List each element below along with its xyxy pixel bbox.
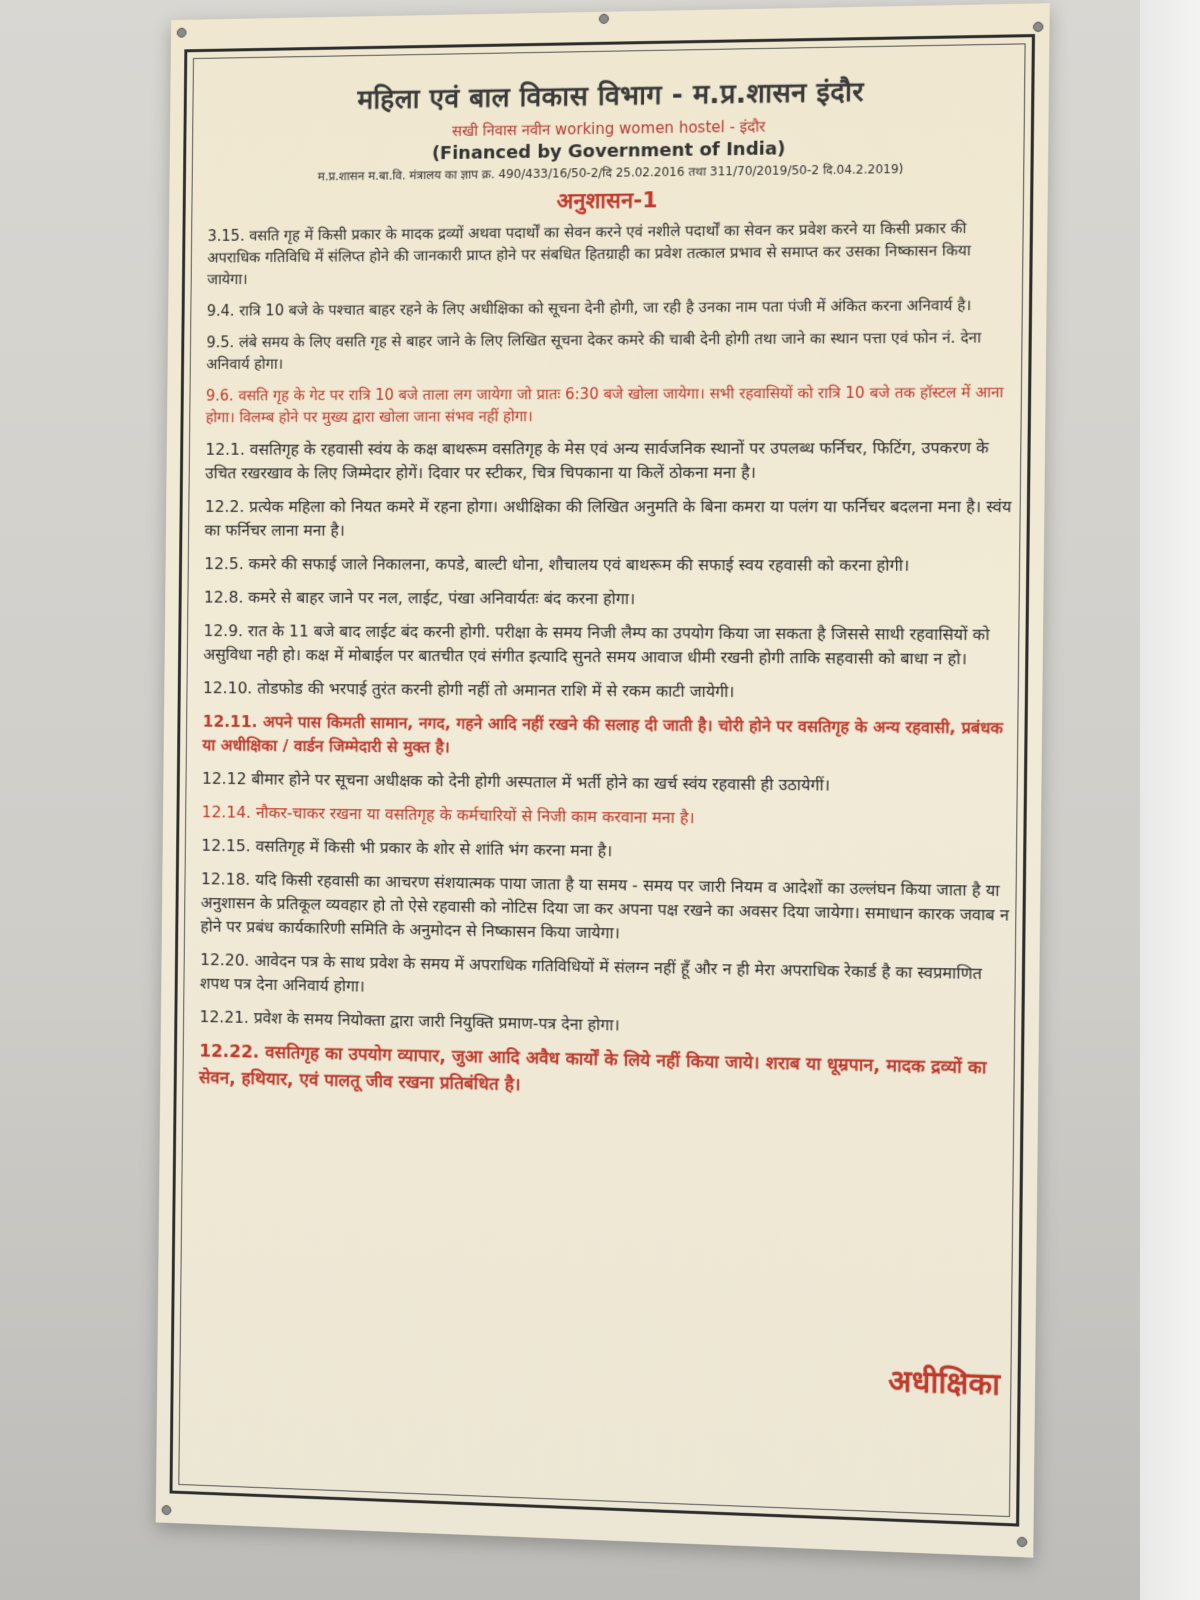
rule-9-5: 9.5. लंबे समय के लिए वसति गृह से बाहर जाने के लिए लिखित सूचना देकर कमरे की चाबी देनी होगी तथा जाने का स्थान पत्ता एवं फोन नं. देना अनिवार्य होगा। — [206, 328, 982, 374]
eyelet-bottom-right — [1017, 1537, 1027, 1548]
rule-9-4: 9.4. रात्रि 10 बजे के पश्चात बाहर रहने के लिए अधीक्षिका को सूचना देनी होगी, जा रही है उनका नाम पता पंजी में अंकित करना अनिवार्य है। — [206, 295, 972, 320]
rule-12-21: 12.21. प्रवेश के समय नियोक्ता द्वारा जारी नियुक्ति प्रमाण-पत्र देना होगा। — [199, 1007, 620, 1035]
signature-superintendent: अधीक्षिका — [887, 1363, 1001, 1403]
department-title: महिला एवं बाल विकास विभाग - म.प्र.शासन इंदौर — [357, 76, 864, 116]
rule-12-2: 12.2. प्रत्येक महिला को नियत कमरे में रहना होगा। अधीक्षिका की लिखित अनुमति के बिना कमरा या पलंग या फर्निचर बदलना मना है। स्वंय का फर्निचर लाना मना है। — [204, 496, 1012, 540]
order-reference: म.प्र.शासन म.बा.वि. मंत्रालय का ज्ञाप क्र. 490/433/16/50-2/दि 25.02.2016 तथा 311/70/2019/50-2 दि.04.2.2019) — [317, 161, 904, 184]
rule-12-20: 12.20. आवेदन पत्र के साथ प्रवेश के समय में अपराधिक गतिविधियों में संलग्न नहीं हूँ और न ही मेरा अपराधिक रेकार्ड है का स्वप्रमाणित शपथ पत्र देना अनिवार्य होगा। — [199, 950, 982, 996]
financed-by: (Financed by Government of India) — [431, 138, 786, 165]
eyelet-bottom-left — [162, 1505, 172, 1515]
notice-content — [195, 63, 1021, 1516]
rule-12-11: 12.11. अपने पास किमती सामान, नगद, गहने आदि नहीं रखने की सलाह दी जाती है। चोरी होने पर वसतिगृह के अन्य रहवासी, प्रबंधक या अधीक्षिका / वार्डन जिम्मेदारी से मुक्त है। — [202, 711, 1004, 757]
rule-12-9: 12.9. रात के 11 बजे बाद लाईट बंद करनी होगी. परीक्षा के समय निजी लैम्प का उपयोग किया जा सकता है जिससे साथी रहवासियों को असुविधा नही हो। कक्ष में मोबाईल पर बातचीत एवं संगीत इत्यादि सुनते समय आवाज धीमी रखनी होगी ताकि सहवासी को बाधा न हो। — [203, 621, 990, 669]
rule-12-14: 12.14. नौकर-चाकर रखना या वसतिगृह के कर्मचारियों से निजी काम करवाना मना है। — [201, 802, 695, 828]
eyelet-top-left — [177, 28, 187, 38]
notice-banner — [156, 3, 1050, 1557]
rule-12-15: 12.15. वसतिगृह में किसी भी प्रकार के शोर से शांति भंग करना मना है। — [201, 835, 613, 861]
rule-12-8: 12.8. कमरे से बाहर जाने पर नल, लाईट, पंखा अनिवार्यतः बंद करना होगा। — [203, 587, 636, 609]
section-heading: अनुशासन-1 — [556, 188, 658, 215]
eyelet-top-right — [1033, 22, 1043, 32]
rule-9-6: 9.6. वसति गृह के गेट पर रात्रि 10 बजे ताला लग जायेगा जो प्रातः 6:30 बजे खोला जायेगा। सभी रहवासियों को रात्रि 10 बजे तक हॉस्टल में आना होगा। विलम्ब होने पर मुख्य द्वारा खोला जाना संभव नहीं होगा। — [205, 383, 1004, 427]
rule-12-18: 12.18. यदि किसी रहवासी का आचरण संशयात्मक पाया जाता है या समय - समय पर जारी नियम व आदेशों का उल्लंघन किया जाता है या अनुशासन के प्रतिकूल व्यवहार हो तो ऐसे रहवासी को नोटिस दिया जा कर अपना पक्ष रखने का अवसर दिया जायेगा। समाधान कारक जवाब न होने पर प्रबंध कार्यकारिणी समिति के अनुमोदन से निष्कासन किया जायेगा। — [200, 869, 1010, 943]
rule-12-5: 12.5. कमरे की सफाई जाले निकालना, कपडे, बाल्टी धोना, शौचालय एवं बाथरूम की सफाई स्वय रहवासी को करना होगी। — [204, 554, 910, 575]
rule-12-1: 12.1. वसतिगृह के रहवासी स्वंय के कक्ष बाथरूम वसतिगृह के मेस एवं अन्य सार्वजनिक स्थानों पर उपलब्ध फर्निचर, फिटिंग, उपकरण के उचित रखरखाव के लिए जिम्मेदार होगें। दिवार पर स्टीकर, चित्र चिपकाना या किलें ठोकना मना है। — [205, 437, 989, 483]
rule-12-10: 12.10. तोडफोड की भरपाई तुरंत करनी होगी नहीं तो अमानत राशि में से रकम काटी जायेगी। — [202, 678, 735, 702]
rule-12-22: 12.22. वसतिगृह का उपयोग व्यापार, जुआ आदि अवैध कार्यों के लिये नहीं किया जाये। शराब या धूम्रपान, मादक द्रव्यों का सेवन, हथियार, एवं पालतू जीव रखना प्रतिबंधित है। — [198, 1041, 987, 1096]
wall-background — [1140, 0, 1200, 1600]
rule-12-12: 12.12 बीमार होने पर सूचना अधीक्षक को देनी होगी अस्पताल में भर्ती होने का खर्च स्वंय रहवासी ही उठायेगीं। — [201, 768, 831, 795]
eyelet-top-center — [599, 14, 609, 24]
hostel-subtitle: सखी निवास नवीन working women hostel - इंदौर — [451, 117, 766, 141]
rule-3-15: 3.15. वसति गृह में किसी प्रकार के मादक द्रव्यों अथवा पदार्थों का सेवन करने एवं नशीले पदार्थों का सेवन कर प्रवेश करने या किसी प्रकार की अपराधिक गतिविधि में संलिप्त होने की जानकारी प्राप्त होने पर संबधित हितग्राही का प्रवेश तत्काल प्रभाव से समाप्त कर उसका निष्कासन किया जायेगा। — [207, 218, 971, 289]
